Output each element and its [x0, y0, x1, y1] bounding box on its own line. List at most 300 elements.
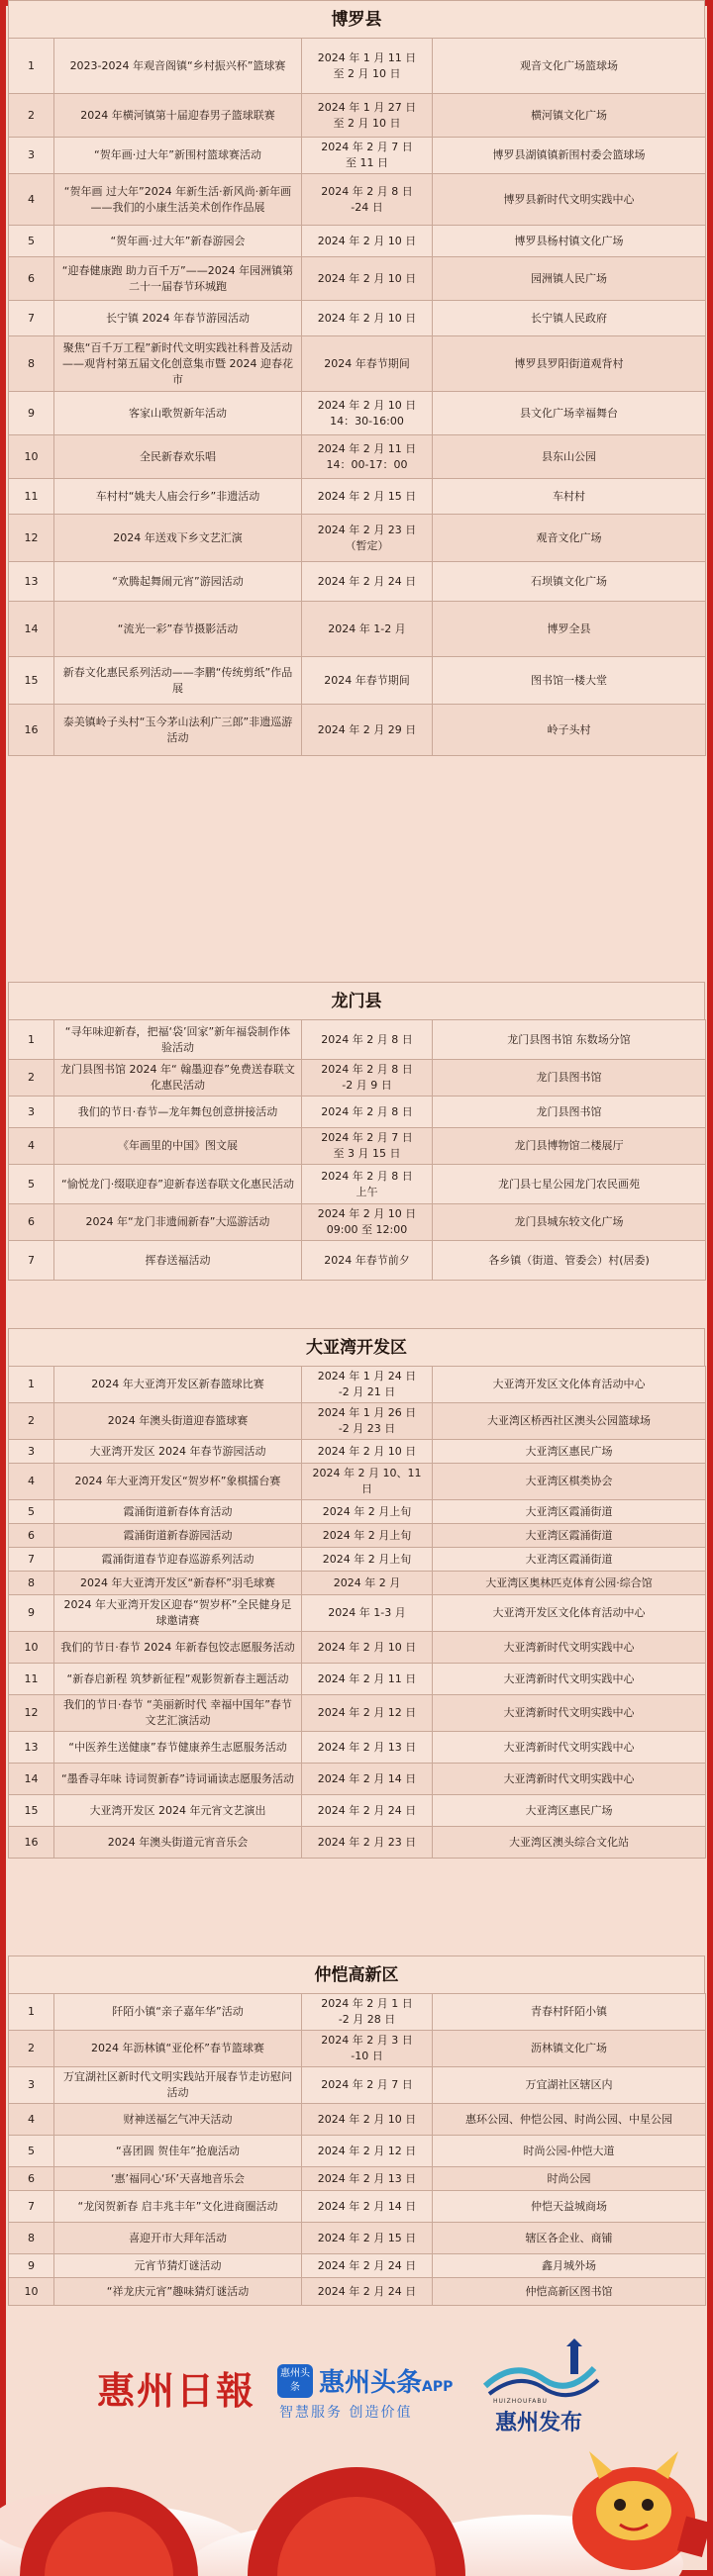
- event-place: 县东山公园: [433, 435, 706, 479]
- table-row: [9, 1732, 706, 1764]
- event-time: [302, 1632, 433, 1664]
- event-time-line: 上午: [356, 1185, 378, 1198]
- event-time-line: 至 2 月 10 日: [333, 66, 401, 80]
- event-time-line: 2024 年春节期间: [324, 673, 410, 687]
- event-time-line: 2024 年 2 月 15 日: [317, 2231, 417, 2244]
- event-time: [302, 39, 433, 94]
- table-row: [9, 1464, 706, 1500]
- event-place: 时尚公园: [433, 2167, 706, 2191]
- event-time: [302, 2167, 433, 2191]
- event-place: 大亚湾新时代文明实践中心: [433, 1764, 706, 1795]
- row-number: 8: [9, 1572, 54, 1595]
- row-number: 12: [9, 515, 54, 562]
- event-name: 2024 年大亚湾开发区新春篮球比赛: [54, 1367, 302, 1403]
- row-number: 3: [9, 1440, 54, 1464]
- event-time-line: 09:00 至 12:00: [326, 1223, 408, 1236]
- table-row: [9, 1572, 706, 1595]
- table-row: [9, 1795, 706, 1827]
- table-row: [9, 479, 706, 515]
- event-name: 我们的节日·春节 “美丽新时代 幸福中国年”春节文艺汇演活动: [54, 1695, 302, 1732]
- section-3: [8, 1328, 705, 1859]
- event-time-line: 2024 年 2 月 7 日: [321, 141, 413, 153]
- event-name: 2024 年澳头街道元宵音乐会: [54, 1827, 302, 1859]
- section-title: 大亚湾开发区: [8, 1328, 705, 1366]
- section-1: [8, 0, 705, 756]
- event-time: [302, 1367, 433, 1403]
- event-place: 岭子头村: [433, 705, 706, 756]
- event-time-line: 2024 年 2 月 8 日: [321, 1032, 413, 1046]
- event-place: 仲恺天益城商场: [433, 2191, 706, 2223]
- event-name: “愉悦龙门·缀联迎春”迎新春送春联文化惠民活动: [54, 1165, 302, 1204]
- table-row: [9, 435, 706, 479]
- event-place: 青春村阡陌小镇: [433, 1994, 706, 2031]
- table-row: [9, 1060, 706, 1097]
- row-number: 14: [9, 602, 54, 657]
- event-time-line: -2 月 9 日: [342, 1079, 392, 1092]
- row-number: 15: [9, 657, 54, 705]
- event-name: “祥龙庆元宵”趣味猜灯谜活动: [54, 2278, 302, 2306]
- event-name: 霞涌街道新春游园活动: [54, 1524, 302, 1548]
- table-row: [9, 301, 706, 336]
- event-time: [302, 1464, 433, 1500]
- row-number: 10: [9, 1632, 54, 1664]
- table-row: [9, 1664, 706, 1695]
- table-row: [9, 94, 706, 138]
- table-row: [9, 1524, 706, 1548]
- event-place: 大亚湾开发区文化体育活动中心: [433, 1595, 706, 1632]
- toutiao-app-label: APP: [422, 2379, 454, 2395]
- table-row: [9, 1020, 706, 1060]
- table-row: [9, 257, 706, 301]
- event-time: [302, 1664, 433, 1695]
- event-name: 我们的节日·春节—龙年舞包创意拼接活动: [54, 1097, 302, 1128]
- row-number: 11: [9, 1664, 54, 1695]
- event-time: [302, 1827, 433, 1859]
- row-number: 1: [9, 39, 54, 94]
- row-number: 12: [9, 1695, 54, 1732]
- event-time-line: （暂定）: [345, 538, 389, 552]
- event-time-line: 2024 年 2 月 11 日: [317, 441, 417, 455]
- event-place: 辖区各企业、商铺: [433, 2223, 706, 2254]
- event-time-line: 2024 年 1 月 26 日: [317, 1406, 417, 1419]
- event-time-line: 2024 年 1 月 27 日: [317, 100, 417, 114]
- table-row: [9, 174, 706, 226]
- row-number: 9: [9, 392, 54, 435]
- event-time: [302, 1204, 433, 1241]
- event-time-line: 2024 年 2 月 10 日: [317, 234, 417, 247]
- event-place: 县文化广场幸福舞台: [433, 392, 706, 435]
- event-table: [8, 1019, 706, 1281]
- row-number: 7: [9, 2191, 54, 2223]
- row-number: 2: [9, 1403, 54, 1440]
- row-number: 6: [9, 1204, 54, 1241]
- event-time-line: 2024 年 2 月 29 日: [317, 722, 417, 736]
- table-row: [9, 1241, 706, 1281]
- event-time: [302, 1500, 433, 1524]
- event-time-line: 2024 年 1-3 月: [328, 1606, 406, 1619]
- event-time: [302, 1165, 433, 1204]
- event-time-line: 2024 年 2 月 10 日: [317, 271, 417, 285]
- event-place: 观音文化广场: [433, 515, 706, 562]
- event-place: 车村村: [433, 479, 706, 515]
- table-row: [9, 392, 706, 435]
- event-place: 大亚湾区棋类协会: [433, 1464, 706, 1500]
- event-time: [302, 1020, 433, 1060]
- event-time-line: 2024 年 2 月 10 日: [317, 2112, 417, 2126]
- table-row: [9, 2136, 706, 2167]
- event-time: [302, 257, 433, 301]
- event-place: 石坝镇文化广场: [433, 562, 706, 602]
- event-time-line: 2024 年 2 月 23 日: [317, 523, 417, 536]
- table-row: [9, 2167, 706, 2191]
- event-time: [302, 2104, 433, 2136]
- event-time: [302, 1994, 433, 2031]
- row-number: 8: [9, 2223, 54, 2254]
- table-row: [9, 2104, 706, 2136]
- row-number: 7: [9, 1548, 54, 1572]
- event-time-line: 2024 年 2 月 12 日: [317, 1706, 417, 1719]
- row-number: 3: [9, 138, 54, 174]
- event-time: [302, 2223, 433, 2254]
- event-name: 2024 年“龙门非遗闹新春”大巡游活动: [54, 1204, 302, 1241]
- event-time-line: 2024 年 2 月 8 日: [321, 184, 413, 198]
- event-time-line: 2024 年 2 月 8 日: [321, 1104, 413, 1118]
- row-number: 5: [9, 1500, 54, 1524]
- event-time-line: -2 月 28 日: [338, 2013, 396, 2026]
- event-time-line: 2024 年 2 月 10 日: [317, 398, 417, 412]
- row-number: 2: [9, 2031, 54, 2067]
- table-row: [9, 1827, 706, 1859]
- huizhou-toutiao-logo: [277, 2362, 465, 2422]
- event-place: 大亚湾区桥西社区澳头公园篮球场: [433, 1403, 706, 1440]
- event-time-line: -2 月 21 日: [338, 1385, 396, 1398]
- event-time-line: 2024 年 2 月 24 日: [317, 2284, 417, 2298]
- event-time: [302, 1440, 433, 1464]
- event-time: [302, 138, 433, 174]
- row-number: 7: [9, 1241, 54, 1281]
- table-row: [9, 1632, 706, 1664]
- table-row: [9, 2191, 706, 2223]
- event-place: 大亚湾区惠民广场: [433, 1440, 706, 1464]
- event-time: [302, 1732, 433, 1764]
- section-2: [8, 982, 705, 1281]
- event-time: [302, 705, 433, 756]
- row-number: 5: [9, 2136, 54, 2167]
- event-name: “贺年画·过大年”新围村篮球赛活动: [54, 138, 302, 174]
- event-time: [302, 2136, 433, 2167]
- event-time-line: 2024 年 2 月 7 日: [321, 2078, 413, 2091]
- event-place: 大亚湾区惠民广场: [433, 1795, 706, 1827]
- table-row: [9, 1204, 706, 1241]
- row-number: 16: [9, 1827, 54, 1859]
- event-time-line: 至 11 日: [346, 156, 388, 169]
- toutiao-name: [319, 2362, 453, 2399]
- event-place: 大亚湾新时代文明实践中心: [433, 1664, 706, 1695]
- event-place: 大亚湾区奥林匹克体育公园·综合馆: [433, 1572, 706, 1595]
- event-place: 大亚湾区霞涌街道: [433, 1548, 706, 1572]
- fabu-emblem-icon: [475, 2338, 604, 2398]
- section-4: [8, 1956, 705, 2306]
- event-time: [302, 2031, 433, 2067]
- event-time-line: 2024 年 1 月 11 日: [317, 50, 417, 64]
- event-time-line: 至 2 月 10 日: [333, 116, 401, 130]
- event-name: 我们的节日·春节 2024 年新春包饺志愿服务活动: [54, 1632, 302, 1664]
- event-table: [8, 1366, 706, 1859]
- event-name: 2024 年大亚湾开发区迎春“贺岁杯”全民健身足球邀请赛: [54, 1595, 302, 1632]
- event-time: [302, 2067, 433, 2104]
- event-time: [302, 301, 433, 336]
- row-number: 16: [9, 705, 54, 756]
- event-time-line: 2024 年 2 月 14 日: [317, 2199, 417, 2213]
- event-place: 龙门县图书馆 东数场分馆: [433, 1020, 706, 1060]
- event-place: 龙门县图书馆: [433, 1060, 706, 1097]
- event-time: [302, 1524, 433, 1548]
- event-time: [302, 1764, 433, 1795]
- fabu-name: 惠州发布: [495, 2410, 583, 2435]
- toutiao-app-icon: 惠州头条: [277, 2364, 313, 2398]
- event-time: [302, 1695, 433, 1732]
- row-number: 2: [9, 94, 54, 138]
- event-time: [302, 435, 433, 479]
- event-place: 长宁镇人民政府: [433, 301, 706, 336]
- event-time-line: 2024 年 2 月 10 日: [317, 1640, 417, 1654]
- event-time: [302, 226, 433, 257]
- table-row: [9, 138, 706, 174]
- row-number: 3: [9, 2067, 54, 2104]
- event-table: [8, 38, 706, 756]
- event-place: 大亚湾区霞涌街道: [433, 1524, 706, 1548]
- row-number: 1: [9, 1020, 54, 1060]
- row-number: 9: [9, 1595, 54, 1632]
- row-number: 1: [9, 1994, 54, 2031]
- event-name: 2024 年大亚湾开发区“新春杯”羽毛球赛: [54, 1572, 302, 1595]
- row-number: 5: [9, 226, 54, 257]
- event-time-line: 14：30-16:00: [330, 414, 404, 428]
- event-name: 龙门县图书馆 2024 年“ 翰墨迎春”免费送春联文化惠民活动: [54, 1060, 302, 1097]
- row-number: 3: [9, 1097, 54, 1128]
- event-time-line: 2024 年 2 月 13 日: [317, 2171, 417, 2185]
- event-name: “喜团圆 贺佳年”抢鹿活动: [54, 2136, 302, 2167]
- event-time: [302, 602, 433, 657]
- event-place: 博罗全县: [433, 602, 706, 657]
- event-name: “寻年味迎新春，把福‘袋’回家”新年福袋制作体验活动: [54, 1020, 302, 1060]
- event-name: 大亚湾开发区 2024 年春节游园活动: [54, 1440, 302, 1464]
- row-number: 10: [9, 2278, 54, 2306]
- event-time: [302, 562, 433, 602]
- table-row: [9, 602, 706, 657]
- table-row: [9, 1695, 706, 1732]
- event-time-line: 2024 年 2 月 10 日: [317, 1207, 417, 1220]
- event-place: 大亚湾新时代文明实践中心: [433, 1695, 706, 1732]
- section-title: 博罗县: [8, 0, 705, 38]
- table-row: [9, 1440, 706, 1464]
- table-row: [9, 1500, 706, 1524]
- table-row: [9, 226, 706, 257]
- table-row: [9, 1764, 706, 1795]
- event-time-line: 2024 年 2 月上旬: [322, 1552, 412, 1566]
- event-time-line: 2024 年 2 月上旬: [322, 1528, 412, 1542]
- event-name: 聚焦“百千万工程”新时代文明实践社科普及活动——观背村第五届文化创意集市暨 2024 迎春花市: [54, 336, 302, 392]
- footer: [0, 2331, 713, 2576]
- row-number: 2: [9, 1060, 54, 1097]
- event-name: 霞涌街道新春体育活动: [54, 1500, 302, 1524]
- event-place: 园洲镇人民广场: [433, 257, 706, 301]
- event-time-line: -2 月 23 日: [338, 1422, 396, 1435]
- event-place: 仲恺高新区图书馆: [433, 2278, 706, 2306]
- dragon-mascot-icon: [572, 2451, 711, 2570]
- event-time: [302, 2191, 433, 2223]
- event-place: 博罗县罗阳街道观背村: [433, 336, 706, 392]
- row-number: 13: [9, 1732, 54, 1764]
- event-name: “贺年画·过大年”新春游园会: [54, 226, 302, 257]
- event-time-line: 2024 年 2 月 12 日: [317, 2144, 417, 2157]
- event-time: [302, 2254, 433, 2278]
- table-row: [9, 1548, 706, 1572]
- fabu-pinyin: HUIZHOUFABU: [493, 2398, 548, 2405]
- event-place: 大亚湾开发区文化体育活动中心: [433, 1367, 706, 1403]
- event-time: [302, 1572, 433, 1595]
- event-name: 客家山歌贺新年活动: [54, 392, 302, 435]
- table-row: [9, 515, 706, 562]
- event-name: 2024 年沥林镇“亚伦杯”春节篮球赛: [54, 2031, 302, 2067]
- event-name: 车村村“姚夫人庙会行乡”非遗活动: [54, 479, 302, 515]
- table-row: [9, 2031, 706, 2067]
- event-place: 龙门县七星公园龙门农民画苑: [433, 1165, 706, 1204]
- event-time-line: 2024 年 2 月 24 日: [317, 574, 417, 588]
- event-time: [302, 174, 433, 226]
- event-time-line: 2024 年 2 月 24 日: [317, 1803, 417, 1817]
- event-place: 博罗县新时代文明实践中心: [433, 174, 706, 226]
- row-number: 10: [9, 435, 54, 479]
- event-name: 《年画里的中国》图文展: [54, 1128, 302, 1165]
- event-name: 阡陌小镇“亲子嘉年华”活动: [54, 1994, 302, 2031]
- event-time: [302, 1241, 433, 1281]
- event-name: 喜迎开市大拜年活动: [54, 2223, 302, 2254]
- row-number: 14: [9, 1764, 54, 1795]
- event-time: [302, 1128, 433, 1165]
- event-name: “墨香寻年味 诗词贺新春”诗词诵读志愿服务活动: [54, 1764, 302, 1795]
- event-name: “欢腾起舞闹元宵”游园活动: [54, 562, 302, 602]
- event-name: “流光一彩”春节摄影活动: [54, 602, 302, 657]
- row-number: 4: [9, 2104, 54, 2136]
- row-number: 4: [9, 1464, 54, 1500]
- event-place: 博罗县杨村镇文化广场: [433, 226, 706, 257]
- event-time-line: 14：00-17：00: [326, 457, 408, 471]
- event-time-line: 2024 年 2 月 15 日: [317, 489, 417, 503]
- row-number: 4: [9, 1128, 54, 1165]
- table-row: [9, 2223, 706, 2254]
- event-time-line: 2024 年 2 月上旬: [322, 1504, 412, 1518]
- event-name: 2024 年横河镇第十届迎春男子篮球联赛: [54, 94, 302, 138]
- event-time-line: 2024 年 2 月 3 日: [321, 2034, 413, 2047]
- event-time: [302, 1548, 433, 1572]
- event-name: 霞涌街道春节迎春巡游系列活动: [54, 1548, 302, 1572]
- event-name: 万宜湖社区新时代文明实践站开展春节走访慰问活动: [54, 2067, 302, 2104]
- event-name: 大亚湾开发区 2024 年元宵文艺演出: [54, 1795, 302, 1827]
- event-time-line: 2024 年春节前夕: [324, 1253, 410, 1267]
- event-time: [302, 336, 433, 392]
- row-number: 1: [9, 1367, 54, 1403]
- row-number: 7: [9, 301, 54, 336]
- event-time-line: 2024 年 2 月 8 日: [321, 1169, 413, 1183]
- event-place: 鑫月城外场: [433, 2254, 706, 2278]
- event-name: 2024 年澳头街道迎春篮球赛: [54, 1403, 302, 1440]
- table-row: [9, 2067, 706, 2104]
- event-time: [302, 1097, 433, 1128]
- event-place: 龙门县博物馆二楼展厅: [433, 1128, 706, 1165]
- event-place: 博罗县湖镇镇新围村委会篮球场: [433, 138, 706, 174]
- event-place: 各乡镇（街道、管委会）村(居委): [433, 1241, 706, 1281]
- event-time-line: 2024 年 2 月 8 日: [321, 1063, 413, 1076]
- event-name: 2023-2024 年观音阁镇“乡村振兴杯”篮球赛: [54, 39, 302, 94]
- row-number: 13: [9, 562, 54, 602]
- event-time-line: -24 日: [351, 200, 383, 214]
- event-name: 2024 年大亚湾开发区“贺岁杯”象棋擂台赛: [54, 1464, 302, 1500]
- table-row: [9, 1595, 706, 1632]
- row-number: 15: [9, 1795, 54, 1827]
- event-name: ‘惠’福同心‘环’天喜地音乐会: [54, 2167, 302, 2191]
- table-row: [9, 1097, 706, 1128]
- event-name: 财神送福乞气冲天活动: [54, 2104, 302, 2136]
- event-place: 大亚湾区霞涌街道: [433, 1500, 706, 1524]
- event-time-line: 2024 年 2 月: [333, 1575, 401, 1589]
- table-row: [9, 2254, 706, 2278]
- event-time: [302, 2278, 433, 2306]
- event-name: “中医养生送健康”春节健康养生志愿服务活动: [54, 1732, 302, 1764]
- event-time: [302, 1795, 433, 1827]
- event-name: “新春启新程 筑梦新征程”观影贺新春主题活动: [54, 1664, 302, 1695]
- table-row: [9, 657, 706, 705]
- event-place: 横河镇文化广场: [433, 94, 706, 138]
- event-name: “迎春健康跑 助力百千万”——2024 年园洲镇第二十一届春节环城跑: [54, 257, 302, 301]
- table-row: [9, 1994, 706, 2031]
- event-time: [302, 1403, 433, 1440]
- event-place: 时尚公园-仲恺大道: [433, 2136, 706, 2167]
- row-number: 4: [9, 174, 54, 226]
- event-name: 元宵节猜灯谜活动: [54, 2254, 302, 2278]
- section-title: 龙门县: [8, 982, 705, 1019]
- event-time-line: 2024 年春节期间: [324, 356, 410, 370]
- table-row: [9, 2278, 706, 2306]
- table-row: [9, 39, 706, 94]
- event-time-line: 2024 年 2 月 24 日: [317, 2258, 417, 2272]
- event-name: 泰美镇岭子头村“玉今茅山法利广三郎”非遗巡游活动: [54, 705, 302, 756]
- event-name: “贺年画 过大年”2024 年新生活·新风尚·新年画——我们的小康生活美术创作作品展: [54, 174, 302, 226]
- event-name: 2024 年送戏下乡文艺汇演: [54, 515, 302, 562]
- table-row: [9, 336, 706, 392]
- event-place: 万宜湖社区辖区内: [433, 2067, 706, 2104]
- event-time: [302, 1060, 433, 1097]
- table-row: [9, 1403, 706, 1440]
- event-time: [302, 94, 433, 138]
- huizhou-fabu-logo: [475, 2338, 604, 2437]
- event-time: [302, 1595, 433, 1632]
- table-row: [9, 705, 706, 756]
- event-time: [302, 515, 433, 562]
- event-time-line: 2024 年 1-2 月: [328, 621, 406, 635]
- event-place: 沥林镇文化广场: [433, 2031, 706, 2067]
- event-time-line: 2024 年 2 月 23 日: [317, 1835, 417, 1849]
- table-row: [9, 1367, 706, 1403]
- huizhou-daily-logo: 惠州日報: [97, 2368, 256, 2413]
- table-row: [9, 562, 706, 602]
- event-time: [302, 657, 433, 705]
- event-name: 新春文化惠民系列活动——李鹏“传统剪纸”作品展: [54, 657, 302, 705]
- table-row: [9, 1165, 706, 1204]
- row-number: 6: [9, 1524, 54, 1548]
- event-time-line: 2024 年 2 月 10 日: [317, 1444, 417, 1458]
- event-table: [8, 1993, 706, 2306]
